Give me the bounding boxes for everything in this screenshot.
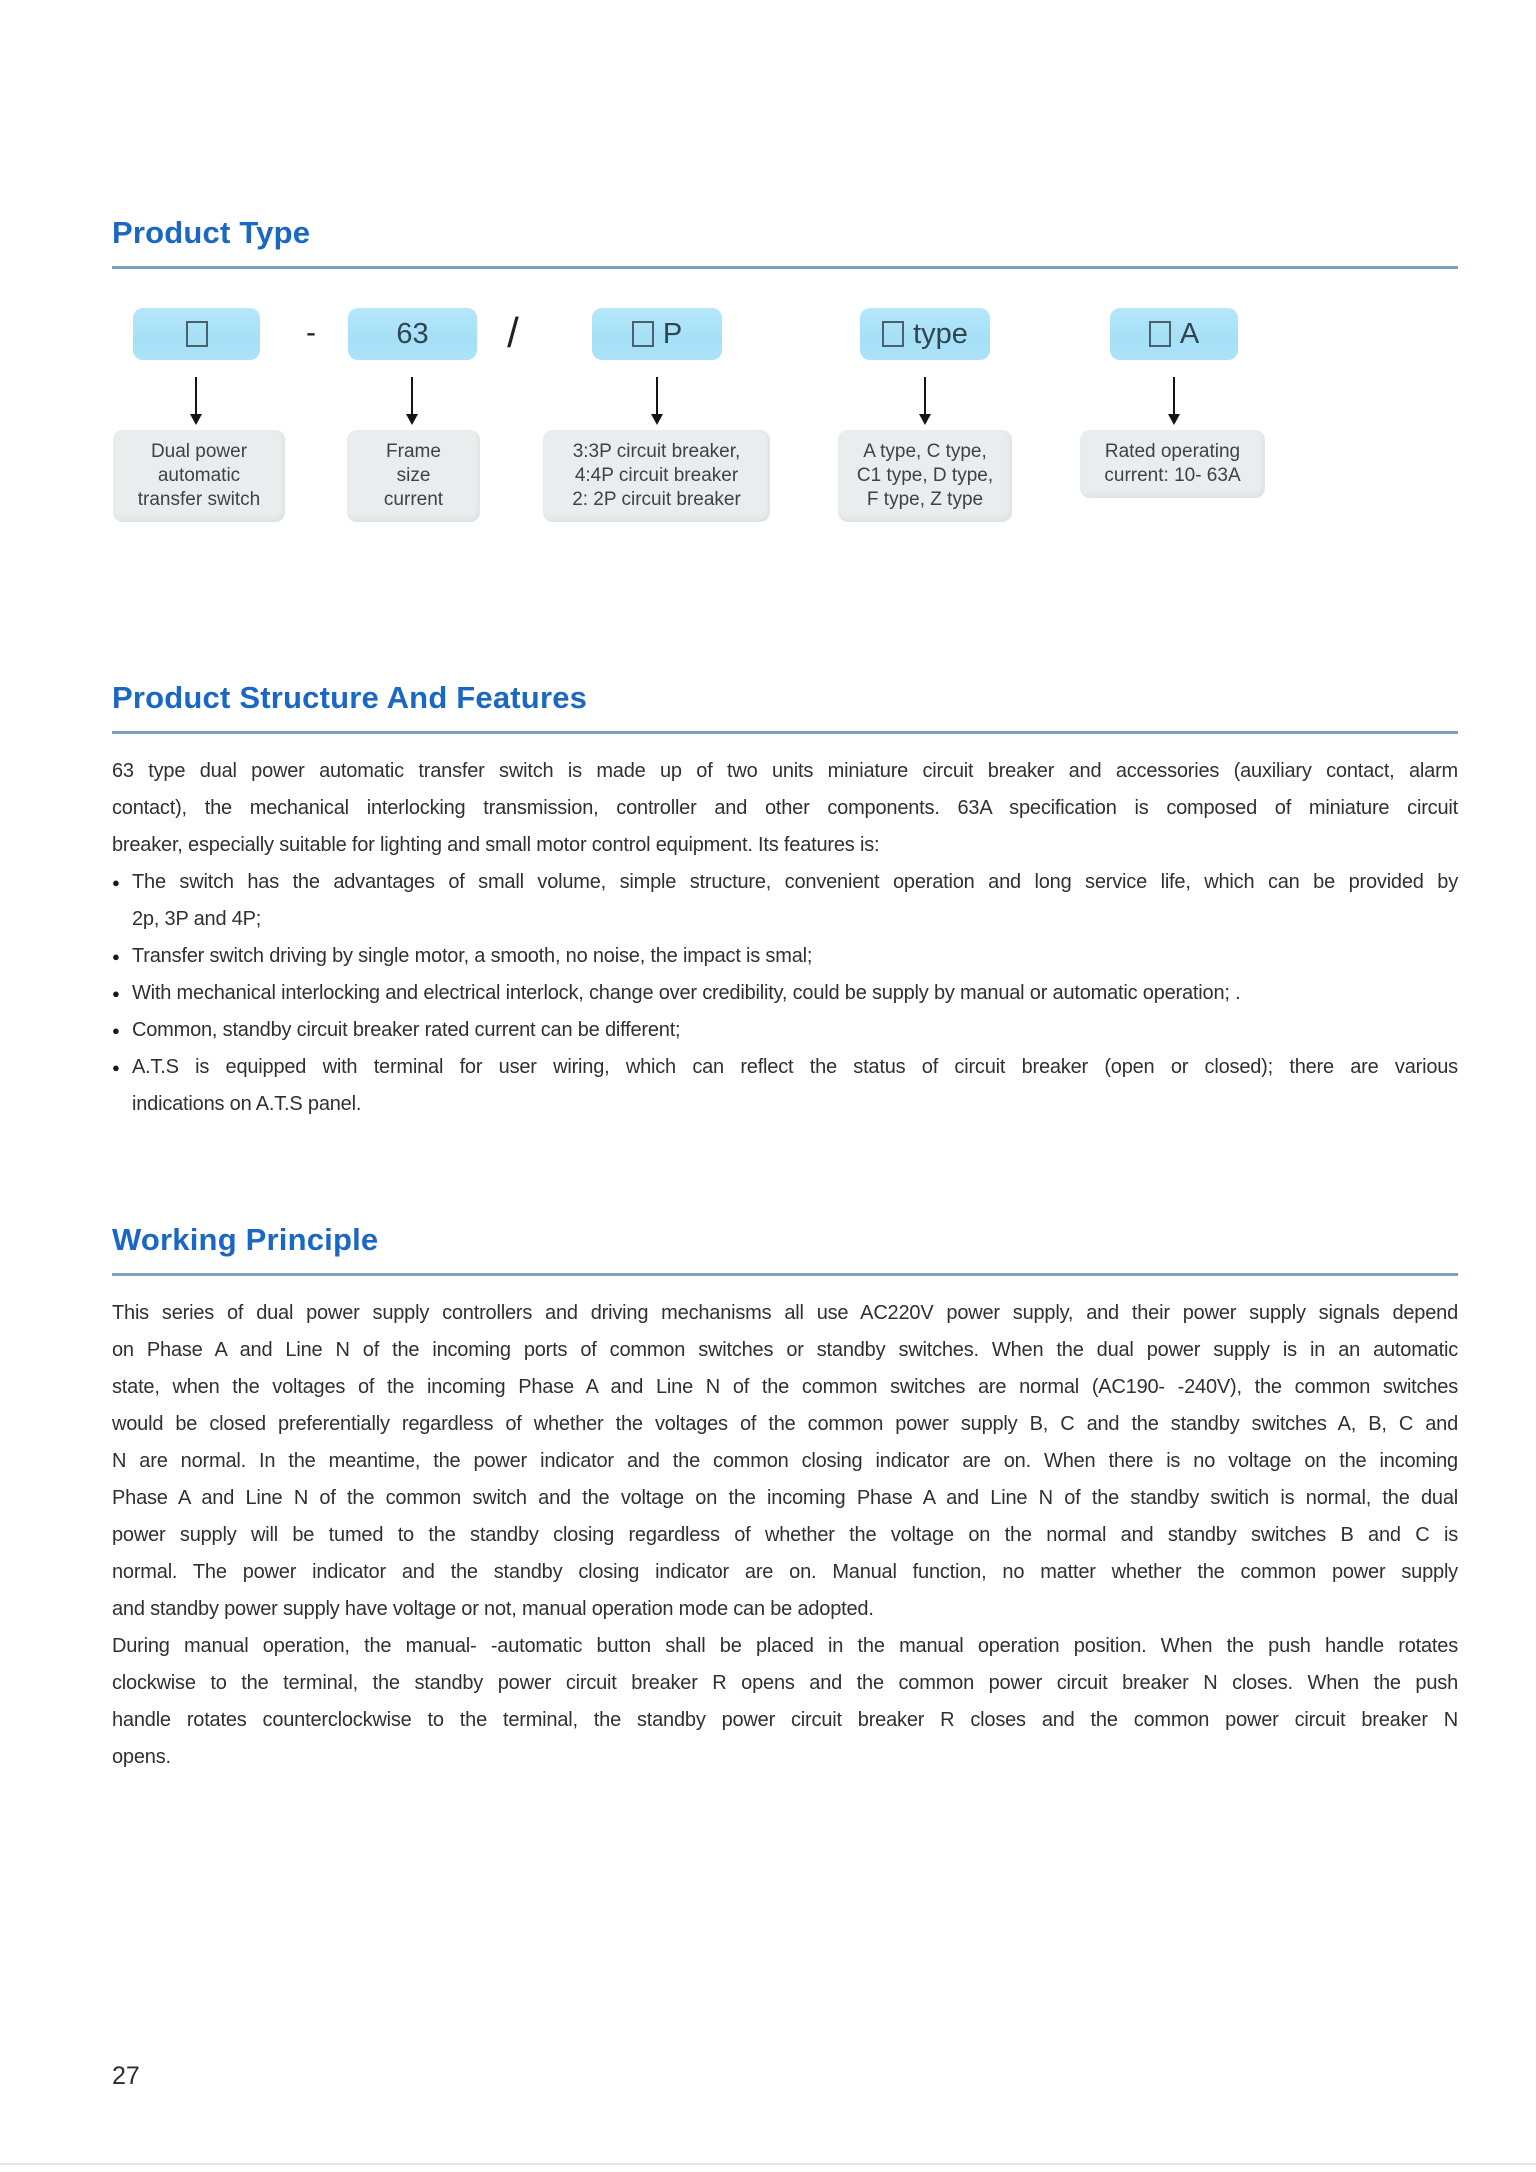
feature-bullet-item [112,864,1458,938]
model-code-box [860,308,990,360]
body-text-line: handle rotates counterclockwise to the terminal, the standby power circuit breaker R closes and the common power circuit breaker N [112,1709,1458,1731]
code-description-line: transfer switch [137,489,261,510]
bullet-text-line: ● A.T.S is equipped with terminal for user wiring, which can reflect the status of circuit breaker (open or closed); there are various [132,1056,1458,1078]
code-description-line: A type, C type, [863,441,987,462]
body-text-line: Phase A and Line N of the common switch and the voltage on the incoming Phase A and Line N of the standby switich is normal, the dual [112,1487,1458,1509]
code-description-line: size [396,465,431,486]
code-description-line: F type, Z type [866,489,984,510]
bullet-text-line: ● The switch has the advantages of small volume, simple structure, convenient operation and long service life, which can be provided by [132,871,1458,893]
placeholder-square-icon [186,321,208,347]
code-separator-dash: - [306,316,316,349]
section-rule-working-principle [112,1273,1458,1276]
body-text-line: and standby power supply have voltage or not, manual operation mode can be adopted. [112,1598,874,1620]
code-description-line: Dual power [150,441,248,462]
working-principle-paragraph-2 [112,1628,1458,1776]
model-code-box [348,308,477,360]
body-text-line: During manual operation, the manual- -automatic button shall be placed in the manual operation position. When the push handle rotates [112,1635,1458,1657]
feature-bullet-item [112,1012,1458,1049]
code-description-line: current [383,489,444,510]
body-text-line: 63 type dual power automatic transfer switch is made up of two units miniature circuit breaker and accessories (auxiliary contact, alarm [112,760,1458,782]
placeholder-square-icon [1149,321,1171,347]
model-code-text: 63 [396,317,429,350]
code-description-line: C1 type, D type, [856,465,994,486]
features-bullet-list [112,864,1458,1123]
features-intro-paragraph [112,753,1458,864]
page-number: 27 [112,2062,140,2090]
down-arrow-icon [1173,377,1175,415]
down-arrow-icon [411,377,413,415]
bullet-text-line: 2p, 3P and 4P; [132,908,262,930]
model-code-text: type [913,317,968,350]
section-working-principle [112,1222,1458,1776]
code-description-box [1080,430,1265,498]
body-text-line: state, when the voltages of the incoming Phase A and Line N of the common switches are normal (AC190- -240V), the common switches [112,1376,1458,1398]
body-text-line: breaker, especially suitable for lighting and small motor control equipment. Its features is: [112,834,880,856]
body-text-line: power supply will be tumed to the standby closing regardless of whether the voltage on the normal and standby switches B and C is [112,1524,1458,1546]
down-arrow-icon [656,377,658,415]
body-text-line: would be closed preferentially regardless of whether the voltages of the common power supply B, C and the standby switches A, B, C and [112,1413,1458,1435]
code-separator-slash: / [507,309,519,356]
section-rule-features [112,731,1458,734]
code-description-line: 2: 2P circuit breaker [572,489,741,510]
bullet-text-line: ● With mechanical interlocking and electrical interlock, change over credibility, could be supply by manual or automatic operation; . [132,982,1241,1004]
product-type-diagram [112,215,1458,535]
section-title-features: Product Structure And Features [112,680,588,715]
working-principle-paragraph-1 [112,1295,1458,1628]
code-description-box [543,430,770,522]
feature-bullet-item [112,938,1458,975]
model-code-text: P [662,317,683,350]
model-code-box [1110,308,1238,360]
bullet-text-line: ● Transfer switch driving by single motor, a smooth, no noise, the impact is smal; [132,945,813,967]
section-features [112,680,1458,1123]
down-arrow-icon [924,377,926,415]
body-text-line: normal. The power indicator and the standby closing indicator are on. Manual function, no matter whether the common power supply [112,1561,1458,1583]
body-text-line: opens. [112,1746,171,1768]
body-text-line: This series of dual power supply controllers and driving mechanisms all use AC220V power supply, and their power supply signals depend [112,1302,1458,1324]
section-product-type [112,215,1458,510]
placeholder-square-icon [632,321,654,347]
code-description-box [347,430,480,522]
code-description-line: Frame [386,441,441,462]
model-code-box [592,308,722,360]
down-arrow-icon [195,377,197,415]
code-description-box [838,430,1012,522]
feature-bullet-item [112,975,1458,1012]
body-text-line: contact), the mechanical interlocking transmission, controller and other components. 63A specification is composed of miniature circuit [112,797,1458,819]
body-text-line: on Phase A and Line N of the incoming ports of common switches or standby switches. When the dual power supply is in an automatic [112,1339,1458,1361]
section-title-working-principle: Working Principle [112,1222,379,1257]
body-text-line: N are normal. In the meantime, the power indicator and the common closing indicator are on. When there is no voltage on the incoming [112,1450,1458,1472]
page-bottom-divider [0,2163,1536,2165]
model-code-box [133,308,260,360]
section-title-product-type: Product Type [112,215,311,250]
code-description-line: current: 10- 63A [1104,465,1241,486]
code-description-box [113,430,285,522]
placeholder-square-icon [882,321,904,347]
feature-bullet-item [112,1049,1458,1123]
code-description-line: 4:4P circuit breaker [574,465,739,486]
code-description-line: 3:3P circuit breaker, [572,441,741,462]
model-code-text: A [1179,317,1200,350]
bullet-text-line: indications on A.T.S panel. [132,1093,362,1115]
body-text-line: clockwise to the terminal, the standby power circuit breaker R opens and the common power circuit breaker N closes. When the push [112,1672,1458,1694]
code-description-line: automatic [157,465,241,486]
code-description-line: Rated operating [1104,441,1241,462]
bullet-text-line: ● Common, standby circuit breaker rated current can be different; [132,1019,681,1041]
